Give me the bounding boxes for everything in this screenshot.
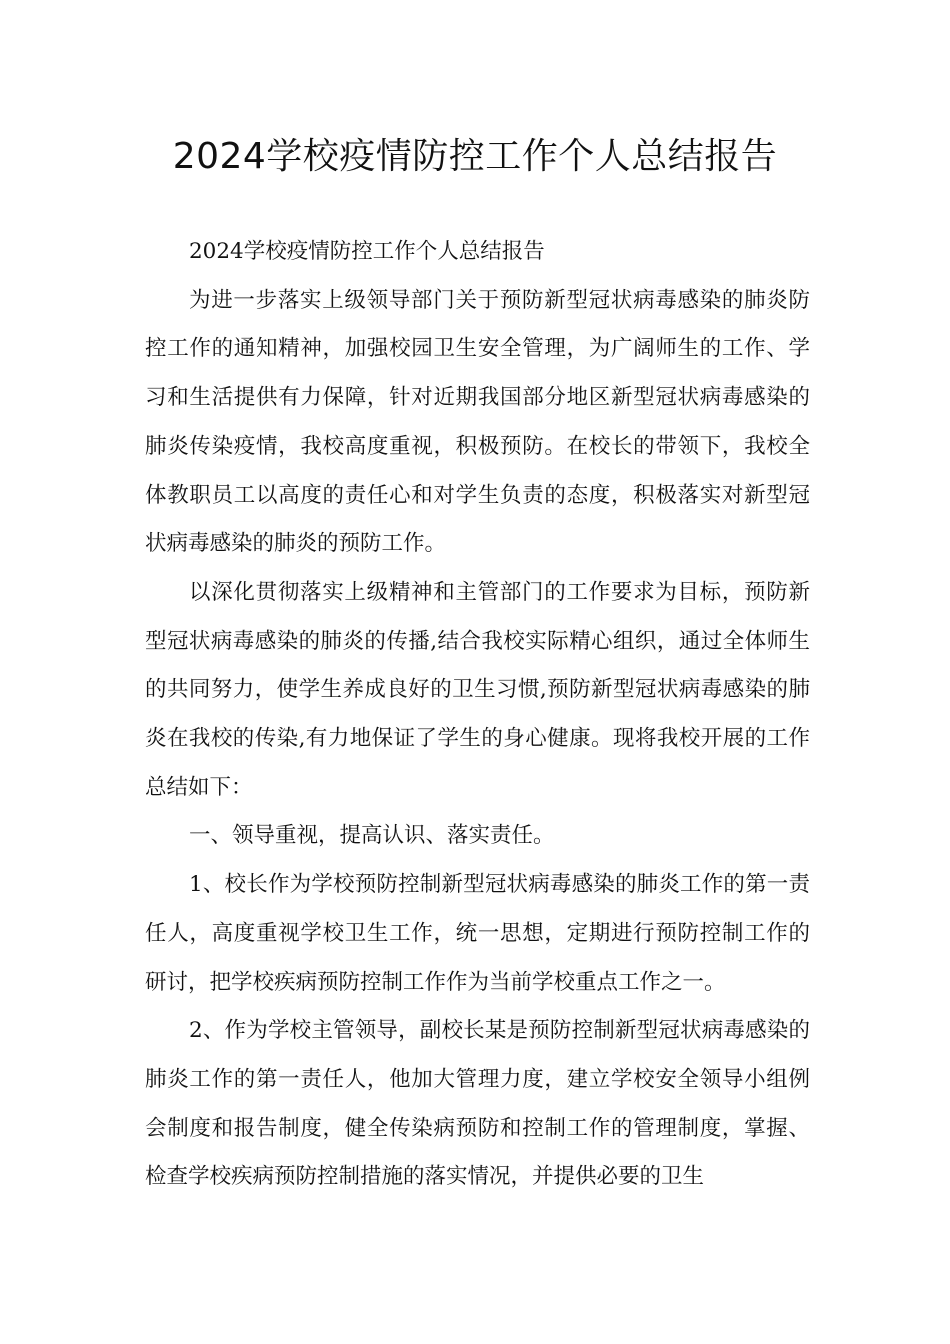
- document-body: [145, 228, 810, 1202]
- section-heading-1: 一、领导重视，提高认识、落实责任。: [189, 823, 555, 849]
- item-paragraph-1: 1、校长作为学校预防控制新型冠状病毒感染的肺炎工作的第一责任人，高度重视学校卫生工作，统一思想，定期进行预防控制工作的研讨，把学校疾病预防控制工作作为当前学校重点工作之一。: [145, 872, 810, 995]
- intro-paragraph: 为进一步落实上级领导部门关于预防新型冠状病毒感染的肺炎防控工作的通知精神，加强校园卫生安全管理，为广阔师生的工作、学习和生活提供有力保障，针对近期我国部分地区新型冠状病毒感染的肺炎传染疫情，我校高度重视，积极预防。在校长的带领下，我校全体教职员工以高度的责任心和对学生负责的态度，积极落实对新型冠状病毒感染的肺炎的预防工作。: [145, 287, 810, 557]
- document-title: 2024学校疫情防控工作个人总结报告: [172, 136, 778, 177]
- item-paragraph-2: 2、作为学校主管领导，副校长某是预防控制新型冠状病毒感染的肺炎工作的第一责任人，他加大管理力度，建立学校安全领导小组例会制度和报告制度，健全传染病预防和控制工作的管理制度，掌握、检查学校疾病预防控制措施的落实情况，并提供必要的卫生: [145, 1018, 810, 1190]
- goal-paragraph: 以深化贯彻落实上级精神和主管部门的工作要求为目标，预防新型冠状病毒感染的肺炎的传播,结合我校实际精心组织，通过全体师生的共同努力，使学生养成良好的卫生习惯,预防新型冠状病毒感染的肺炎在我校的传染,有力地保证了学生的身心健康。现将我校开展的工作总结如下：: [145, 579, 810, 800]
- subtitle-paragraph: 2024学校疫情防控工作个人总结报告: [189, 239, 545, 264]
